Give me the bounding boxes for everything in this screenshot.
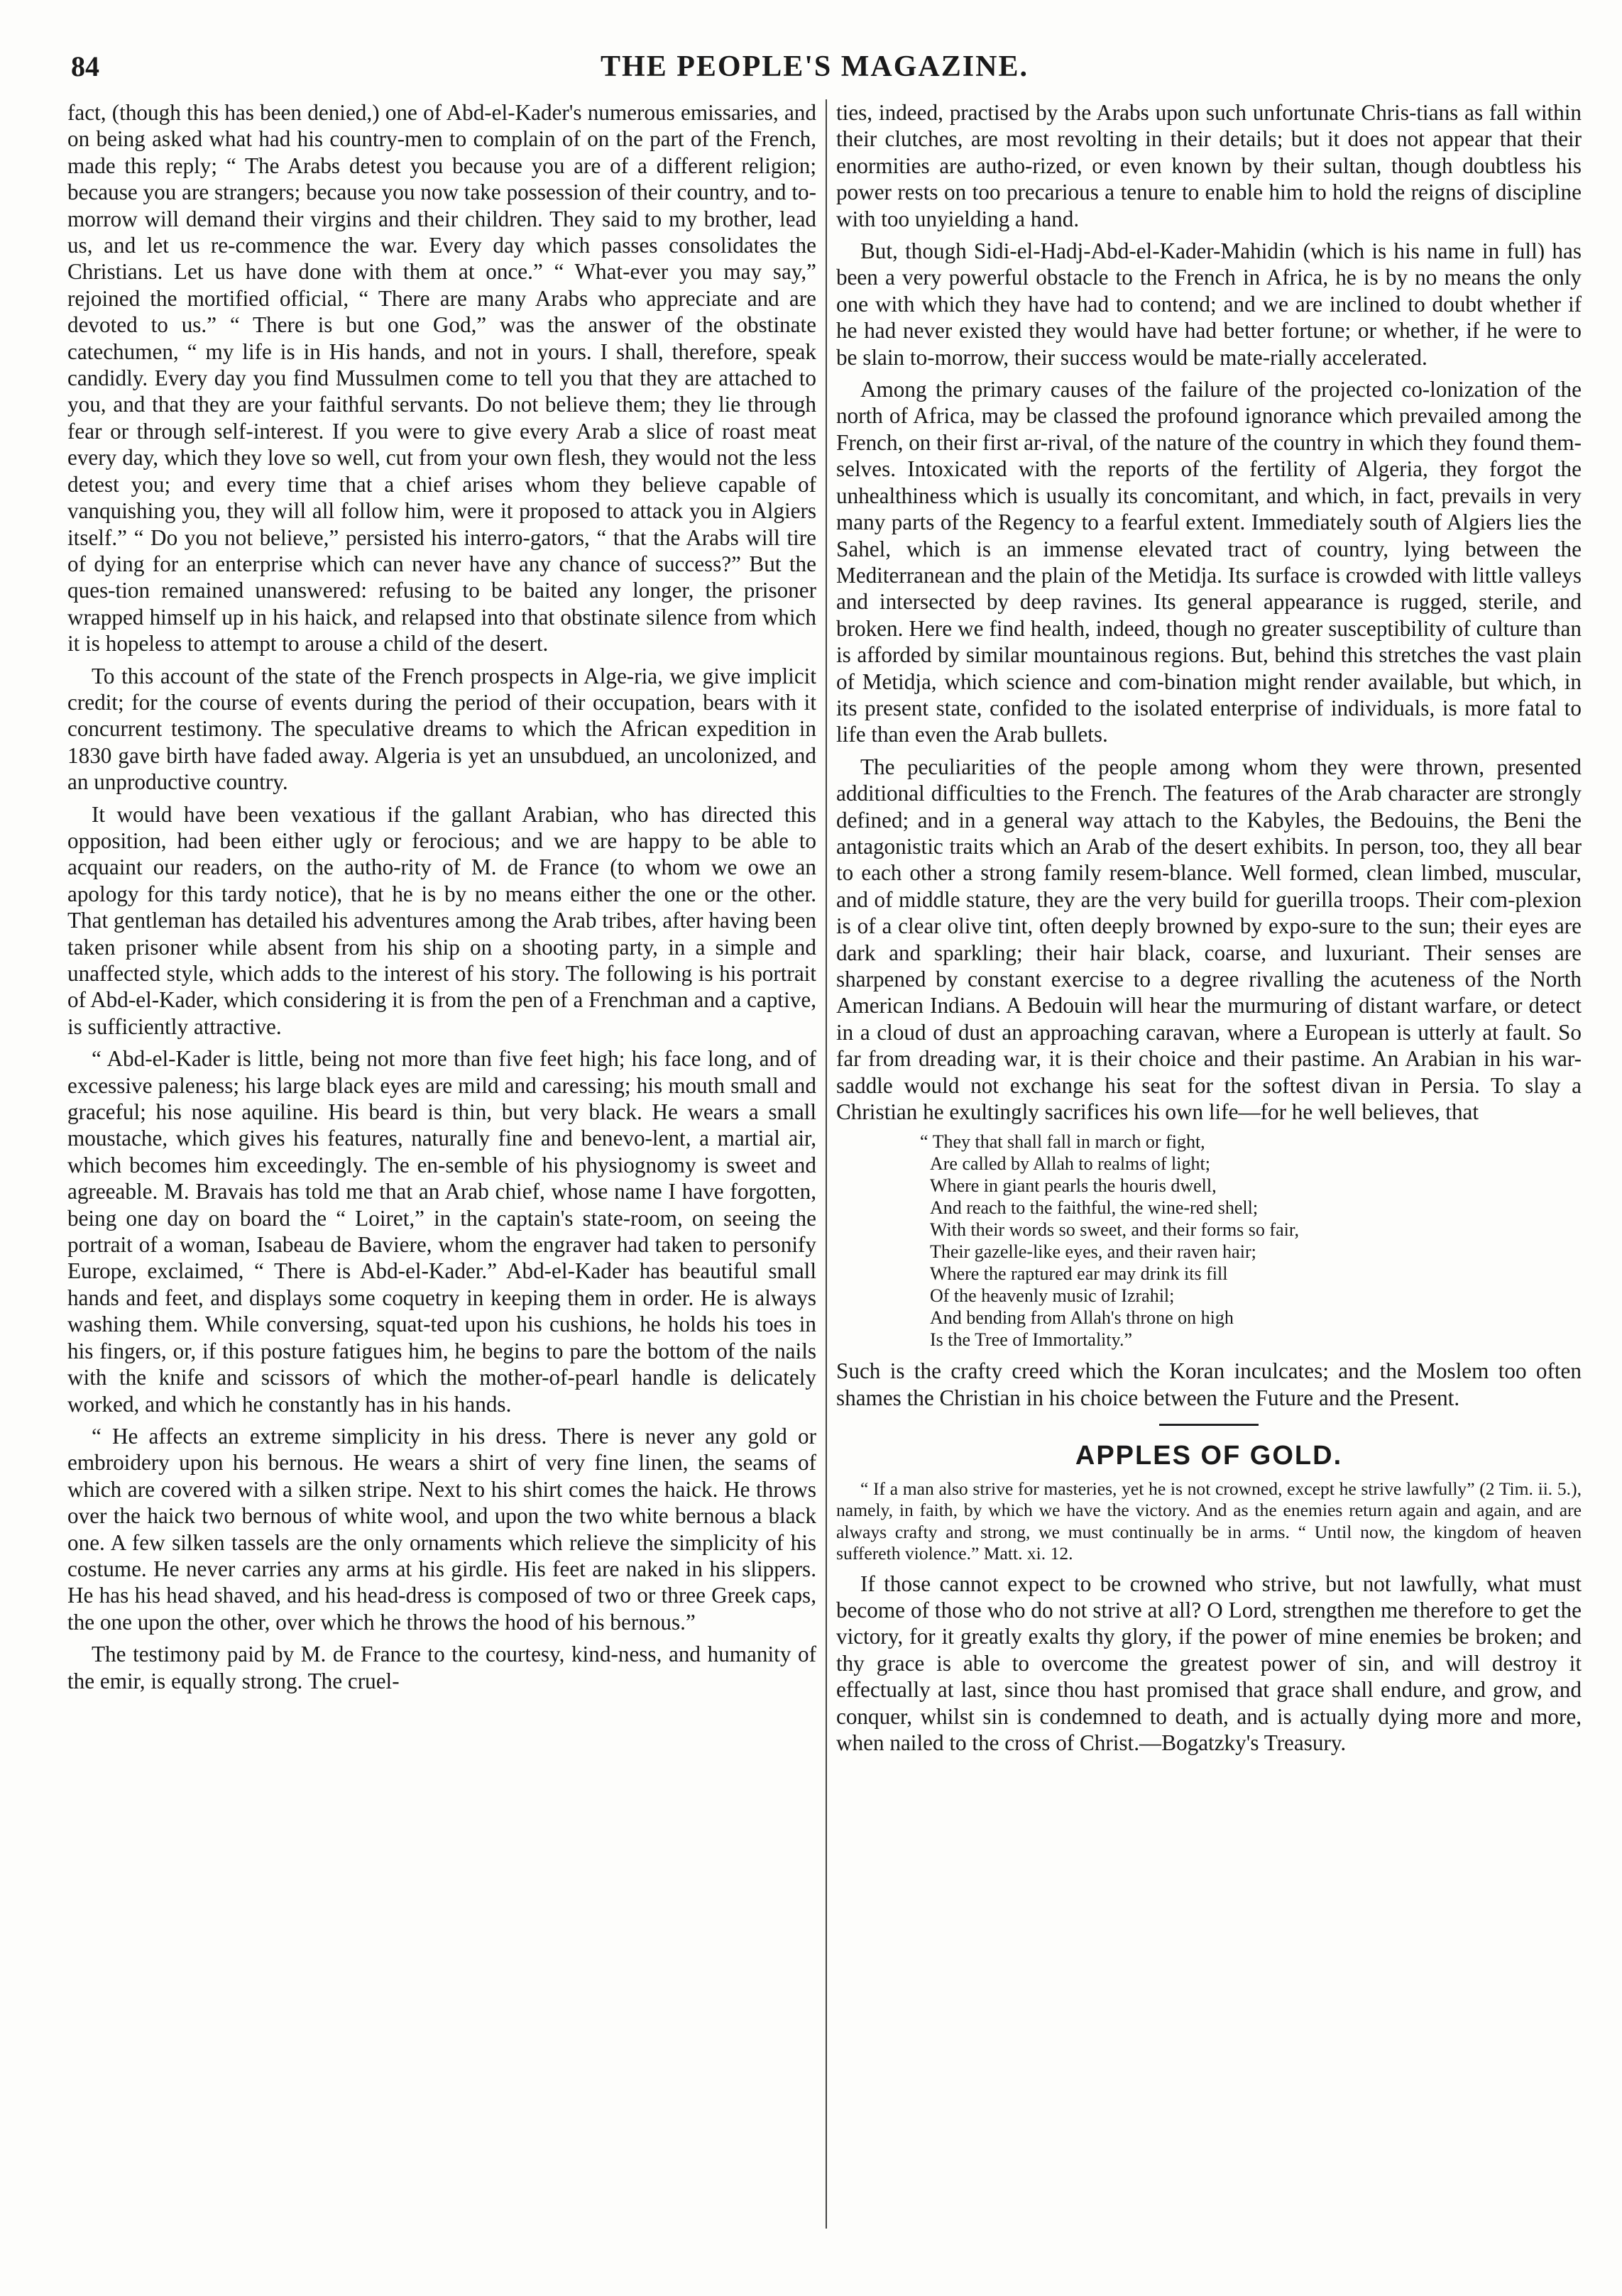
paragraph: If those cannot expect to be crowned who strive, but not lawfully, what must become of those who do not strive at all? O Lord, strengthen me therefore to get the victory, for it greatly exalts thy glory, if the power of mine enemies be broken; and thy grace is able to overcome the greatest power of sin, and will destroy it effectually at last, since thou hast promised that grace shall endure, and grow, and conquer, whilst sin is condemned to death, and is actually dying more and more, when nailed to the cross of Christ.—Bogatzky's Treasury.	[836, 1571, 1582, 1756]
poem	[920, 1131, 1582, 1351]
paragraph: But, though Sidi-el-Hadj-Abd-el-Kader-Mahidin (which is his name in full) has been a very powerful obstacle to the French in Africa, he is by no means the only one with which they have had to contend; and we are inclined to doubt whether if he had never existed they would have had better fortune; or whether, if he were to be slain to-morrow, their success would be mate-rially accelerated.	[836, 238, 1582, 370]
paragraph: To this account of the state of the French prospects in Alge-ria, we give implicit credit; for the course of events during the period of their occupation, bears with it concurrent testimony. The speculative dreams to which the African expedition in 1830 gave birth have faded away. Algeria is yet an unsubdued, an uncolonized, and an unproductive country.	[67, 663, 816, 795]
paragraph: The peculiarities of the people among whom they were thrown, presented additional difficulties to the French. The features of the Arab character are strongly defined; and in a general way attach to the Kabyles, the Bedouins, the Beni the antagonistic traits which an Arab of the desert exhibits. In person, too, they all bear to each other a strong family resem-blance. Well formed, clean limbed, muscular, and of middle stature, they are the very build for guerilla troops. Their com-plexion is of a clear olive tint, often deeply browned by expo-sure to the sun; their eyes are dark and sparkling; their hair black, coarse, and luxuriant. Their senses are sharpened by constant exercise to a degree rivalling the acuteness of the North American Indians. A Bedouin will hear the murmuring of distant warfare, or detect in a cloud of dust an approaching caravan, where a European is utterly at fault. So far from dreading war, it is their choice and their pastime. An Arabian in his war-saddle would not exchange his seat for the softest divan in Persia. To slay a Christian he exultingly sacrifices his own life—for he well believes, that	[836, 754, 1582, 1125]
left-column	[67, 99, 816, 2264]
poem-line: Where in giant pearls the houris dwell,	[930, 1175, 1217, 1197]
poem-line: Are called by Allah to realms of light;	[930, 1153, 1210, 1175]
paragraph: Such is the crafty creed which the Koran inculcates; and the Moslem too often shames the Christian in his choice between the Future and the Present.	[836, 1358, 1582, 1410]
poem-line: Is the Tree of Immortality.”	[930, 1329, 1132, 1351]
section-divider	[1159, 1424, 1259, 1426]
poem-line: Of the heavenly music of Izrahil;	[930, 1285, 1175, 1307]
right-column	[836, 99, 1582, 2264]
epigraph: “ If a man also strive for masteries, yet he is not crowned, except he strive lawfully” (2 Tim. ii. 5.), namely, in faith, by which we have the victory. And as the enemies return again and again, and are always crafty and strong, we must continually be in arms. “ Until now, the kingdom of heaven suffereth violence.” Matt. xi. 12.	[836, 1478, 1582, 1564]
paragraph: ties, indeed, practised by the Arabs upon such unfortunate Chris-tians as fall within their clutches, are most revolting in their details; but it does not appear that their enormities are autho-rized, or even known by their sultan, though doubtless his power rests on too precarious a tenure to enable him to hold the reigns of discipline with too unyielding a hand.	[836, 100, 1582, 231]
poem-line: “ They that shall fall in march or fight,	[920, 1131, 1205, 1153]
column-rule	[826, 99, 827, 2229]
paragraph: The testimony paid by M. de France to the courtesy, kind-ness, and humanity of the emir, is equally strong. The cruel-	[67, 1642, 816, 1693]
section-title: APPLES OF GOLD.	[1075, 1441, 1343, 1471]
poem-line: And reach to the faithful, the wine-red shell;	[930, 1197, 1259, 1219]
magazine-title: THE PEOPLE'S MAGAZINE.	[601, 50, 1029, 83]
poem-line: And bending from Allah's throne on high	[930, 1307, 1234, 1329]
paragraph: “ Abd-el-Kader is little, being not more than five feet high; his face long, and of excessive paleness; his large black eyes are mild and caressing; his mouth small and graceful; his nose aquiline. His beard is thin, but very black. He wears a small moustache, which gives his features, naturally fine and benevo-lent, a martial air, which becomes him exceedingly. The en-semble of his physiognomy is sweet and agreeable. M. Bravais has told me that an Arab chief, whose name I have forgotten, being one day on board the “ Loiret,” in the captain's state-room, on seeing the portrait of a woman, Isabeau de Baviere, whom the engraver had taken to personify Europe, exclaimed, “ There is Abd-el-Kader.” Abd-el-Kader has beautiful small hands and feet, and displays some coquetry in keeping them in order. He is always washing them. While conversing, squat-ted upon his cushions, he holds his toes in his fingers, or, if this posture fatigues him, he begins to pare the bottom of the nails with the knife and scissors of which the mother-of-pearl handle is delicately worked, and which he constantly has in his hands.	[67, 1046, 816, 1417]
paragraph: It would have been vexatious if the gallant Arabian, who has directed this opposition, had been either ugly or ferocious; and we are happy to be able to acquaint our readers, on the autho-rity of M. de France (to whom we owe an apology for this tardy notice), that he is by no means either the one or the other. That gentleman has detailed his adventures among the Arab tribes, after having been taken prisoner while absent from his ship on a shooting party, in a simple and unaffected style, which adds to the interest of his story. The following is his portrait of Abd-el-Kader, which considering it is from the pen of a Frenchman and a captive, is sufficiently attractive.	[67, 801, 816, 1039]
poem-line: Their gazelle-like eyes, and their raven hair;	[930, 1241, 1256, 1263]
paragraph: Among the primary causes of the failure of the projected co-lonization of the north of Africa, may be classed the profound ignorance which prevailed among the French, on their first ar-rival, of the nature of the country in which they found them-selves. Intoxicated with the reports of the fertility of Algeria, they forgot the unhealthiness which is usually its concomitant, and which, in fact, prevails in very many parts of the Regency to a fearful extent. Immediately south of Algiers lies the Sahel, which is an immense elevated tract of country, lying between the Mediterranean and the plain of the Metidja. Its surface is crowded with little valleys and intersected by deep ravines. Its general appearance is rugged, sterile, and broken. Here we find health, indeed, though no greater susceptibility of culture than is afforded by similar mountainous regions. But, behind this stretches the vast plain of Metidja, which science and com-bination might render available, but which, in its present state, confided to the isolated enterprise of individuals, is more fatal to life than even the Arab bullets.	[836, 377, 1582, 747]
poem-line: Where the raptured ear may drink its fill	[930, 1263, 1228, 1285]
page-number: 84	[71, 50, 99, 82]
poem-line: With their words so sweet, and their forms so fair,	[930, 1219, 1299, 1241]
paragraph: fact, (though this has been denied,) one of Abd-el-Kader's numerous emissaries, and on being asked what had his country-men to complain of on the part of the French, made this reply; “ The Arabs detest you because you are of a different religion; because you are strangers; because you now take possession of their country, and to-morrow will demand their virgins and their children. They said to my brother, lead us, and let us re-commence the war. Every day which passes consolidates the Christians. Let us have done with them at once.” “ What-ever you may say,” rejoined the mortified official, “ There are many Arabs who appreciate and are devoted to us.” “ There is but one God,” was the answer of the obstinate catechumen, “ my life is in His hands, and not in yours. I shall, therefore, speak candidly. Every day you find Mussulmen come to tell you that they are attached to you, and that they are your faithful servants. Do not believe them; they lie through fear or through self-interest. If you were to give every Arab a slice of roast meat every day, which they love so well, cut from your own flesh, they would not the less detest you; and every time that a chief arises whom they believe capable of vanquishing you, they will all follow him, were it proposed to attack you in Algiers itself.” “ Do you not believe,” persisted his interro-gators, “ that the Arabs will tire of dying for an enterprise which can never have any chance of success?” But the ques-tion remained unanswered: refusing to be baited any longer, the prisoner wrapped himself up in his haick, and relapsed into that obstinate silence from which it is hopeless to attempt to arouse a child of the desert.	[67, 100, 816, 657]
running-head	[71, 50, 1558, 99]
paragraph: “ He affects an extreme simplicity in his dress. There is never any gold or embroidery upon his bernous. He wears a shirt of very fine linen, the seams of which are covered with a silken stripe. Next to his shirt comes the haick. He throws over the haick two bernous of white wool, and upon the two white bernous a black one. A few silken tassels are the only ornaments which relieve the simplicity of his costume. He never carries any arms at his girdle. His feet are naked in his slippers. He has his head shaved, and his head-dress is composed of two or three Greek caps, the one upon the other, over which he throws the hood of his bernous.”	[67, 1423, 816, 1635]
